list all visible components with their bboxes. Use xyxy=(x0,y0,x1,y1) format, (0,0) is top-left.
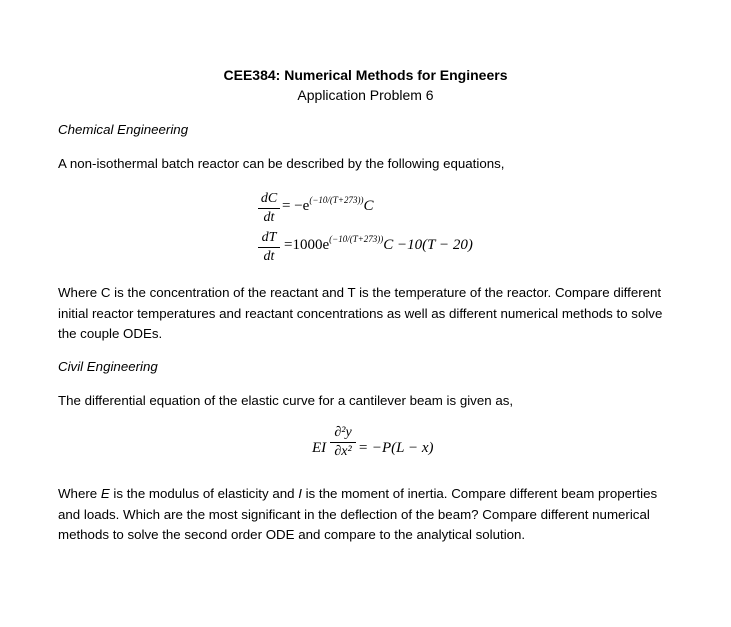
eq1-denominator: dt xyxy=(263,210,275,225)
eq1-rhs-lead: = −e xyxy=(282,198,310,214)
civil-eq-fraction xyxy=(330,425,356,460)
chemical-paragraph-line: the couple ODEs. xyxy=(58,326,163,341)
chemical-paragraph-line: initial reactor temperatures and reactant concentrations as well as different numerical methods to solve xyxy=(58,305,663,321)
civil-symbol-e: E xyxy=(100,486,110,501)
civil-paragraph-line: methods to solve the second order ODE and compare to the analytical solution. xyxy=(58,527,526,542)
civil-eq-numerator: ∂²y xyxy=(334,425,352,440)
problem-subtitle: Application Problem 6 xyxy=(297,87,434,103)
civil-text: is the moment of inertia. Compare different beam properties xyxy=(301,486,658,501)
eq2-denominator: dt xyxy=(263,249,275,264)
eq2-rhs xyxy=(284,234,473,254)
civil-text: is the modulus of elasticity and xyxy=(109,486,299,501)
chemical-paragraph-line: Where C is the concentration of the reactant and T is the temperature of the reactor. Compare different xyxy=(58,285,662,300)
eq1-rhs xyxy=(282,195,374,215)
civil-paragraph-line xyxy=(58,484,698,505)
civil-eq-denominator: ∂x² xyxy=(334,444,352,459)
eq2-rhs-lead: =1000e xyxy=(284,237,330,253)
civil-eq-rhs: = −P(L − x) xyxy=(358,440,434,456)
chemical-paragraph xyxy=(58,283,698,345)
eq2-exponent: (−10/(T+273)) xyxy=(329,234,384,244)
eq1-rhs-tail: C xyxy=(363,198,374,214)
eq2-rhs-tail: C −10(T − 20) xyxy=(383,237,473,253)
civil-paragraph xyxy=(58,484,698,546)
course-title: CEE384: Numerical Methods for Engineers xyxy=(223,67,508,83)
civil-intro: The differential equation of the elastic curve for a cantilever beam is given as, xyxy=(58,393,514,408)
chemical-heading: Chemical Engineering xyxy=(58,122,189,137)
civil-text: Where xyxy=(58,486,101,501)
civil-eq-lead: EI xyxy=(312,440,327,456)
chemical-intro: A non-isothermal batch reactor can be described by the following equations, xyxy=(58,156,505,171)
civil-heading: Civil Engineering xyxy=(58,359,158,374)
eq1-numerator: dC xyxy=(260,191,278,206)
civil-symbol-i: I xyxy=(298,486,302,501)
eq2-numerator: dT xyxy=(261,230,277,245)
civil-paragraph-line: and loads. Which are the most significant in the deflection of the beam? Compare different numerical xyxy=(58,506,650,522)
eq2-fraction xyxy=(258,230,280,265)
eq1-exponent: (−10/(T+273)) xyxy=(309,195,364,205)
eq1-fraction xyxy=(258,191,280,226)
